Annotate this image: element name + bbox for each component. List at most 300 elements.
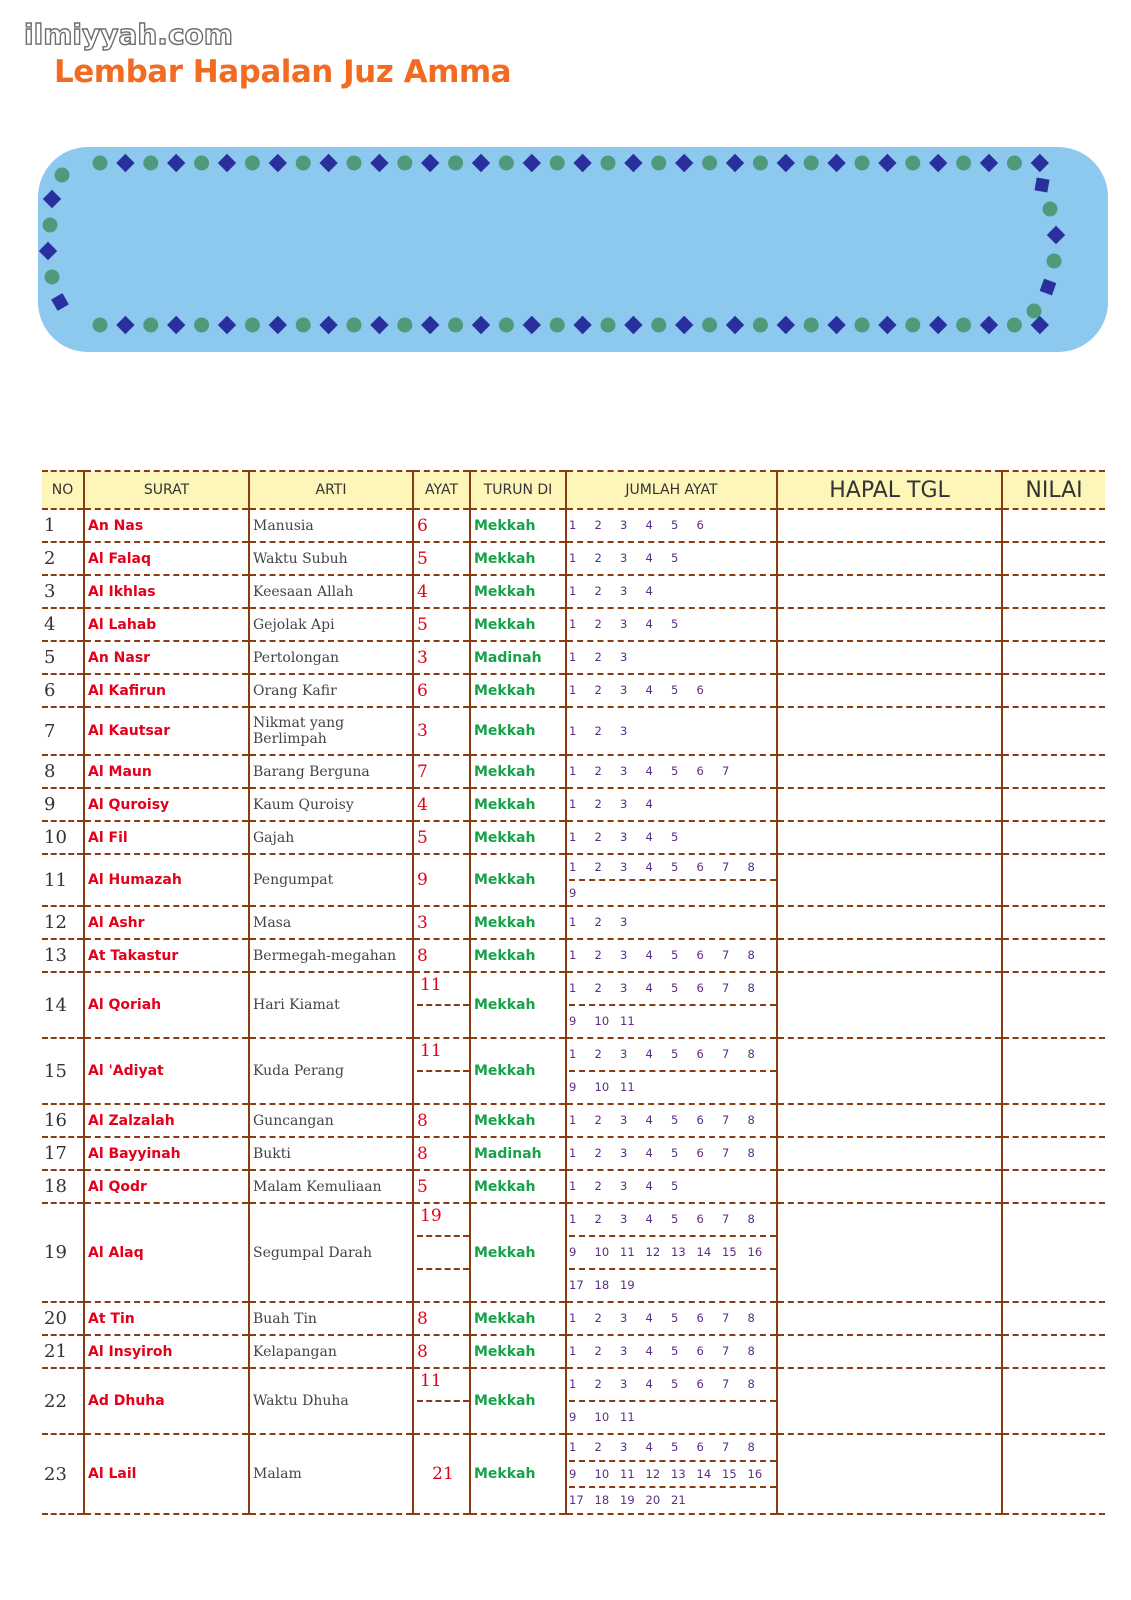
verse-number[interactable]: 6 [696,683,704,697]
banner-dot [1047,254,1062,269]
verse-number[interactable]: 11 [620,1466,635,1481]
verse-number[interactable]: 3 [620,1113,628,1127]
verse-number[interactable]: 1 [569,1047,577,1061]
verse-number[interactable]: 2 [594,915,602,929]
verse-number[interactable]: 2 [594,1377,602,1391]
verse-number[interactable]: 3 [620,650,628,664]
verse-number[interactable]: 1 [569,584,577,598]
verse-number[interactable]: 5 [671,764,679,778]
verse-number[interactable]: 7 [722,860,730,874]
verse-number[interactable]: 7 [722,1311,730,1325]
memorized-date-cell[interactable] [777,1368,1002,1434]
verse-number[interactable]: 4 [645,518,653,532]
verse-number[interactable]: 1 [569,1344,577,1358]
verse-number[interactable]: 6 [696,948,704,962]
verse-number[interactable]: 13 [671,1466,686,1481]
verse-number[interactable]: 8 [747,1212,755,1226]
verse-number[interactable]: 7 [722,1212,730,1226]
verse-checklist-line [569,881,776,905]
verse-checklist [566,1368,777,1434]
surah-name: Al Qoriah [84,972,249,1038]
score-cell[interactable] [1002,972,1105,1038]
memorized-date-cell[interactable] [777,1038,1002,1104]
verse-number[interactable]: 3 [620,764,628,778]
memorized-date-cell[interactable] [777,821,1002,854]
surah-meaning: Gejolak Api [249,608,413,641]
verse-number[interactable]: 2 [594,764,602,778]
verse-number[interactable]: 4 [645,797,653,811]
verse-number[interactable]: 17 [569,1278,584,1292]
verse-number[interactable]: 11 [620,1080,635,1094]
verse-number[interactable]: 1 [569,724,577,738]
verse-total: 21 [413,1434,470,1514]
verse-number[interactable]: 9 [569,1466,577,1481]
verse-number[interactable]: 3 [620,1377,628,1391]
verse-number[interactable]: 5 [671,981,679,995]
surah-meaning: Bukti [249,1137,413,1170]
banner-diamond [269,316,287,334]
surah-meaning: Kelapangan [249,1335,413,1368]
score-cell[interactable] [1002,542,1105,575]
verse-number[interactable]: 2 [594,584,602,598]
memorized-date-cell[interactable] [777,1137,1002,1170]
verse-total-part: 19 [417,1204,469,1237]
surah-name: At Tin [84,1302,249,1335]
verse-total: 5 [413,542,470,575]
verse-number[interactable]: 2 [594,1179,602,1193]
surah-meaning: Nikmat yang Berlimpah [249,707,413,755]
score-cell[interactable] [1002,509,1105,542]
verse-number[interactable]: 12 [645,1466,661,1481]
verse-number[interactable]: 6 [696,1113,704,1127]
verse-number[interactable]: 2 [594,830,602,844]
verse-number[interactable]: 8 [747,1344,755,1358]
verse-number[interactable]: 21 [671,1493,686,1508]
memorized-date-cell[interactable] [777,1203,1002,1302]
verse-number[interactable]: 3 [620,1311,628,1325]
verse-number[interactable]: 4 [645,1146,653,1160]
verse-number[interactable]: 4 [645,860,653,874]
verse-number[interactable]: 1 [569,617,577,631]
verse-number[interactable]: 5 [671,1344,679,1358]
verse-number[interactable]: 6 [696,1212,704,1226]
verse-number[interactable]: 3 [620,1212,628,1226]
score-cell[interactable] [1002,1368,1105,1434]
verse-number[interactable]: 1 [569,860,577,874]
verse-number[interactable]: 9 [569,1410,577,1424]
verse-number[interactable]: 4 [645,764,653,778]
verse-checklist-line [569,576,776,607]
verse-number[interactable]: 1 [569,683,577,697]
surah-meaning: Bermegah-megahan [249,939,413,972]
verse-number[interactable]: 6 [696,1344,704,1358]
name-banner [38,147,1108,352]
revealed-in: Mekkah [470,509,566,542]
verse-number[interactable]: 10 [594,1014,610,1028]
verse-number[interactable]: 10 [594,1410,610,1424]
verse-number[interactable]: 5 [671,617,679,631]
score-cell[interactable] [1002,1434,1105,1514]
surah-meaning: Pengumpat [249,854,413,906]
verse-number[interactable]: 16 [747,1466,763,1481]
verse-number[interactable]: 1 [569,650,577,664]
verse-number[interactable]: 18 [594,1493,610,1508]
verse-number[interactable]: 1 [569,830,577,844]
verse-number[interactable]: 4 [645,551,653,565]
memorized-date-cell[interactable] [777,674,1002,707]
verse-number[interactable]: 14 [696,1466,712,1481]
verse-number[interactable]: 8 [747,981,755,995]
surah-name: An Nas [84,509,249,542]
table-row [42,542,1105,575]
verse-number[interactable]: 7 [722,948,730,962]
table-row [42,821,1105,854]
score-cell[interactable] [1002,1302,1105,1335]
banner-diamond [980,154,998,172]
verse-number[interactable]: 2 [594,1311,602,1325]
table-header-row [42,471,1105,509]
score-cell[interactable] [1002,575,1105,608]
verse-number[interactable]: 3 [620,683,628,697]
revealed-in: Mekkah [470,707,566,755]
score-cell[interactable] [1002,1038,1105,1104]
verse-number[interactable]: 11 [620,1410,635,1424]
memorized-date-cell[interactable] [777,542,1002,575]
memorized-date-cell[interactable] [777,788,1002,821]
verse-number[interactable]: 7 [722,764,730,778]
verse-number[interactable]: 7 [722,1344,730,1358]
verse-number[interactable]: 9 [569,886,577,900]
verse-number[interactable]: 3 [620,1344,628,1358]
verse-number[interactable]: 1 [569,981,577,995]
verse-number[interactable]: 3 [620,915,628,929]
memorized-date-cell[interactable] [777,1170,1002,1203]
verse-number[interactable]: 1 [569,518,577,532]
verse-number[interactable]: 2 [594,981,602,995]
score-cell[interactable] [1002,939,1105,972]
verse-checklist-line [569,1336,776,1367]
surah-name: Al Maun [84,755,249,788]
verse-checklist-line [569,1105,776,1136]
verse-checklist [566,707,777,755]
verse-total-part [417,1402,469,1433]
verse-number[interactable]: 4 [645,948,653,962]
table-row [42,939,1105,972]
revealed-in: Mekkah [470,1335,566,1368]
verse-number[interactable]: 3 [620,797,628,811]
verse-number[interactable]: 11 [620,1014,635,1028]
verse-number[interactable]: 4 [645,683,653,697]
memorized-date-cell[interactable] [777,939,1002,972]
verse-number[interactable]: 2 [594,683,602,697]
banner-dot [1007,156,1022,171]
verse-number[interactable]: 19 [620,1493,635,1508]
verse-number[interactable]: 1 [569,1113,577,1127]
verse-number[interactable]: 5 [671,1113,679,1127]
score-cell[interactable] [1002,821,1105,854]
verse-number[interactable]: 8 [747,1047,755,1061]
banner-diamond [827,316,845,334]
verse-number[interactable]: 14 [696,1245,712,1259]
banner-diamond [1047,226,1065,244]
score-cell[interactable] [1002,1170,1105,1203]
banner-diamond [878,154,896,172]
verse-number[interactable]: 6 [696,518,704,532]
verse-number[interactable]: 8 [747,1311,755,1325]
verse-total-part: 11 [417,973,469,1006]
verse-number[interactable]: 4 [645,1179,653,1193]
verse-number[interactable]: 8 [747,1146,755,1160]
revealed-in: Mekkah [470,906,566,939]
verse-number[interactable]: 5 [671,948,679,962]
verse-number[interactable]: 2 [594,860,602,874]
verse-number[interactable]: 1 [569,797,577,811]
verse-number[interactable]: 5 [671,1440,679,1455]
verse-number[interactable]: 6 [696,764,704,778]
score-cell[interactable] [1002,906,1105,939]
verse-number[interactable]: 5 [671,1047,679,1061]
verse-number[interactable]: 4 [645,1440,653,1455]
memorized-date-cell[interactable] [777,755,1002,788]
verse-number[interactable]: 5 [671,860,679,874]
revealed-in: Mekkah [470,1170,566,1203]
verse-total: 4 [413,575,470,608]
memorized-date-cell[interactable] [777,509,1002,542]
verse-number[interactable]: 2 [594,1440,602,1455]
verse-number[interactable]: 2 [594,797,602,811]
verse-number[interactable]: 2 [594,617,602,631]
memorized-date-cell[interactable] [777,1104,1002,1137]
score-cell[interactable] [1002,641,1105,674]
score-cell[interactable] [1002,1137,1105,1170]
verse-number[interactable]: 19 [620,1278,635,1292]
verse-number[interactable]: 6 [696,1377,704,1391]
verse-number[interactable]: 10 [594,1466,610,1481]
score-cell[interactable] [1002,788,1105,821]
verse-number[interactable]: 6 [696,860,704,874]
memorized-date-cell[interactable] [777,1335,1002,1368]
verse-number[interactable]: 15 [722,1466,737,1481]
verse-number[interactable]: 8 [747,1440,755,1455]
verse-number[interactable]: 3 [620,1179,628,1193]
verse-number[interactable]: 4 [645,1047,653,1061]
verse-number[interactable]: 3 [620,584,628,598]
verse-number[interactable]: 4 [645,1377,653,1391]
memorized-date-cell[interactable] [777,608,1002,641]
verse-checklist [566,1335,777,1368]
verse-checklist [566,788,777,821]
verse-number[interactable]: 8 [747,1377,755,1391]
row-number: 14 [42,972,84,1038]
verse-number[interactable]: 1 [569,1440,577,1455]
verse-number[interactable]: 6 [696,1047,704,1061]
verse-number[interactable]: 1 [569,551,577,565]
verse-number[interactable]: 3 [620,617,628,631]
verse-checklist-line [569,1402,776,1433]
row-number: 18 [42,1170,84,1203]
banner-diamond [573,316,591,334]
verse-number[interactable]: 5 [671,1377,679,1391]
verse-number[interactable]: 5 [671,1146,679,1160]
table-row [42,906,1105,939]
verse-number[interactable]: 12 [645,1245,661,1259]
verse-number[interactable]: 2 [594,1212,602,1226]
score-cell[interactable] [1002,608,1105,641]
verse-number[interactable]: 3 [620,724,628,738]
verse-number[interactable]: 9 [569,1245,577,1259]
verse-number[interactable]: 1 [569,1377,577,1391]
verse-number[interactable]: 17 [569,1493,584,1508]
verse-number[interactable]: 2 [594,724,602,738]
surah-name: Al Kafirun [84,674,249,707]
verse-number[interactable]: 5 [671,830,679,844]
verse-number[interactable]: 4 [645,617,653,631]
verse-number[interactable]: 6 [696,981,704,995]
table-row [42,1104,1105,1137]
verse-number[interactable]: 8 [747,948,755,962]
memorized-date-cell[interactable] [777,707,1002,755]
memorized-date-cell[interactable] [777,575,1002,608]
row-number: 16 [42,1104,84,1137]
verse-number[interactable]: 4 [645,830,653,844]
verse-checklist-line [569,543,776,574]
verse-number[interactable]: 7 [722,1047,730,1061]
verse-number[interactable]: 1 [569,915,577,929]
verse-number[interactable]: 5 [671,1311,679,1325]
verse-number[interactable]: 3 [620,860,628,874]
verse-number[interactable]: 6 [696,1440,704,1455]
verse-number[interactable]: 5 [671,551,679,565]
verse-number[interactable]: 2 [594,1113,602,1127]
verse-number[interactable]: 4 [645,1344,653,1358]
verse-number[interactable]: 5 [671,1212,679,1226]
verse-checklist [566,821,777,854]
score-cell[interactable] [1002,755,1105,788]
row-number: 15 [42,1038,84,1104]
verse-number[interactable]: 1 [569,1212,577,1226]
verse-number[interactable]: 8 [747,1113,755,1127]
verse-checklist [566,854,777,906]
verse-number[interactable]: 1 [569,1311,577,1325]
verse-number[interactable]: 3 [620,981,628,995]
verse-number[interactable]: 2 [594,1344,602,1358]
page-title: Lembar Hapalan Juz Amma [54,54,512,90]
memorized-date-cell[interactable] [777,854,1002,906]
verse-number[interactable]: 9 [569,1014,577,1028]
verse-checklist-line [569,907,776,938]
verse-number[interactable]: 1 [569,1179,577,1193]
verse-number[interactable]: 4 [645,1113,653,1127]
verse-number[interactable]: 3 [620,551,628,565]
banner-diamond [218,154,236,172]
verse-number[interactable]: 2 [594,1146,602,1160]
verse-total: 6 [413,509,470,542]
verse-number[interactable]: 2 [594,948,602,962]
verse-number[interactable]: 1 [569,1146,577,1160]
verse-number[interactable]: 3 [620,518,628,532]
memorized-date-cell[interactable] [777,906,1002,939]
verse-total: 6 [413,674,470,707]
table-row [42,1335,1105,1368]
verse-number[interactable]: 2 [594,518,602,532]
verse-number[interactable]: 10 [594,1080,610,1094]
verse-number[interactable]: 2 [594,650,602,664]
verse-number[interactable]: 3 [620,1440,628,1455]
verse-number[interactable]: 7 [722,1440,730,1455]
surah-meaning: Buah Tin [249,1302,413,1335]
memorized-date-cell[interactable] [777,972,1002,1038]
verse-number[interactable]: 4 [645,1311,653,1325]
banner-dot [143,156,158,171]
verse-number[interactable]: 5 [671,683,679,697]
verse-number[interactable]: 10 [594,1245,610,1259]
verse-number[interactable]: 1 [569,764,577,778]
verse-number[interactable]: 11 [620,1245,635,1259]
verse-number[interactable]: 3 [620,948,628,962]
surah-meaning: Manusia [249,509,413,542]
score-cell[interactable] [1002,1203,1105,1302]
table-row [42,755,1105,788]
verse-number[interactable]: 4 [645,1212,653,1226]
verse-number[interactable]: 4 [645,981,653,995]
verse-number[interactable]: 5 [671,1179,679,1193]
banner-dot [702,318,717,333]
verse-number[interactable]: 18 [594,1278,610,1292]
score-cell[interactable] [1002,674,1105,707]
verse-number[interactable]: 3 [620,1146,628,1160]
score-cell[interactable] [1002,1104,1105,1137]
verse-number[interactable]: 20 [645,1493,661,1508]
verse-total [413,1203,470,1302]
score-cell[interactable] [1002,1335,1105,1368]
verse-number[interactable]: 8 [747,860,755,874]
memorized-date-cell[interactable] [777,1434,1002,1514]
verse-number[interactable]: 6 [696,1146,704,1160]
verse-number[interactable]: 5 [671,518,679,532]
verse-total: 5 [413,1170,470,1203]
verse-number[interactable]: 7 [722,1113,730,1127]
verse-checklist-line [569,1435,776,1462]
verse-number[interactable]: 16 [747,1245,763,1259]
verse-number[interactable]: 7 [722,1377,730,1391]
verse-number[interactable]: 15 [722,1245,737,1259]
score-cell[interactable] [1002,854,1105,906]
verse-number[interactable]: 13 [671,1245,686,1259]
surah-meaning: Barang Berguna [249,755,413,788]
verse-number[interactable]: 7 [722,1146,730,1160]
verse-checklist [566,906,777,939]
verse-number[interactable]: 3 [620,1047,628,1061]
verse-number[interactable]: 4 [645,584,653,598]
memorized-date-cell[interactable] [777,1302,1002,1335]
verse-number[interactable]: 2 [594,551,602,565]
banner-diamond [167,154,185,172]
banner-diamond [523,154,541,172]
banner-diamond [827,154,845,172]
verse-checklist [566,674,777,707]
score-cell[interactable] [1002,707,1105,755]
verse-checklist-line [569,940,776,971]
verse-checklist-line [569,1462,776,1489]
verse-number[interactable]: 3 [620,830,628,844]
verse-number[interactable]: 6 [696,1311,704,1325]
memorized-date-cell[interactable] [777,641,1002,674]
verse-number[interactable]: 2 [594,1047,602,1061]
banner-dot [93,156,108,171]
verse-number[interactable]: 1 [569,948,577,962]
verse-number[interactable]: 9 [569,1080,577,1094]
verse-number[interactable]: 7 [722,981,730,995]
